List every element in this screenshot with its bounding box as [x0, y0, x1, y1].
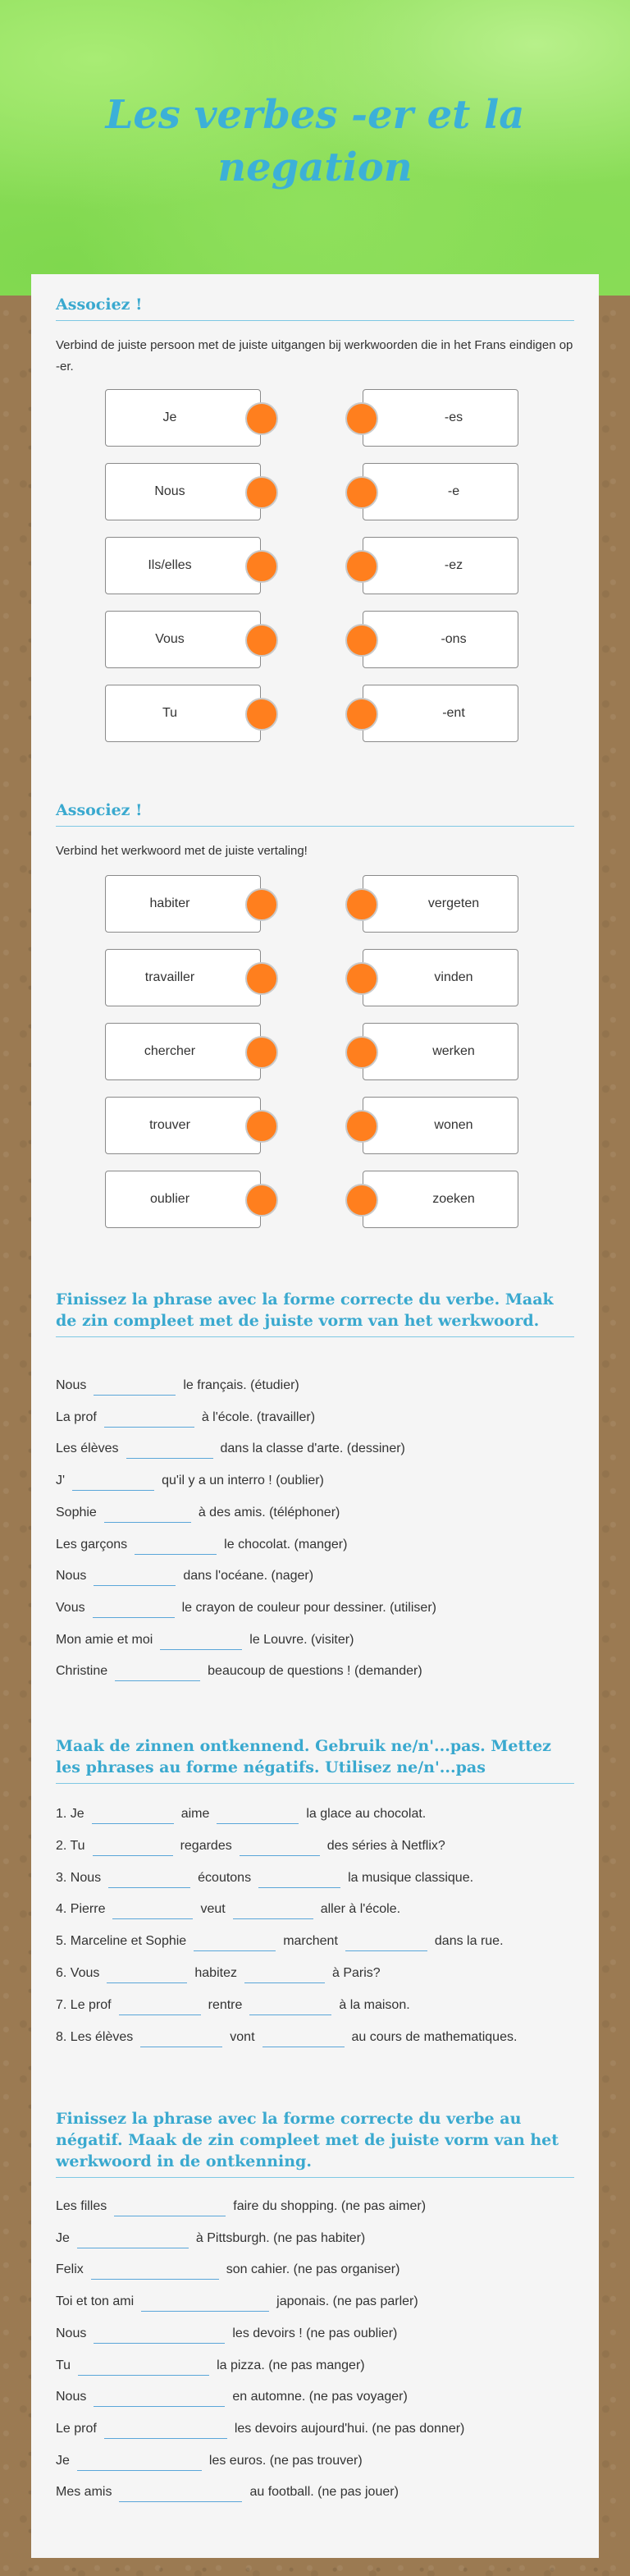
match2-left-item[interactable] — [105, 949, 261, 1006]
fill1-line — [56, 1376, 581, 1396]
fill2-line — [56, 2387, 581, 2407]
match2-left-item[interactable] — [105, 1171, 261, 1228]
connector-dot-icon[interactable] — [245, 476, 278, 509]
blank-input[interactable] — [119, 1999, 201, 2015]
blank-input[interactable] — [114, 2200, 226, 2216]
sentence-text: 2. Tu — [56, 1838, 85, 1853]
sentence-text: qu'il y a un interro ! (oublier) — [162, 1474, 324, 1488]
connector-dot-icon[interactable] — [245, 1184, 278, 1217]
sentence-text: Je — [56, 2453, 70, 2468]
sentence-text: son cahier. (ne pas organiser) — [226, 2262, 400, 2277]
match1-right-item[interactable] — [363, 685, 518, 742]
match2-left-label: habiter — [149, 896, 190, 910]
match1-right-item[interactable] — [363, 611, 518, 668]
match2-right-item[interactable] — [363, 1097, 518, 1154]
connector-dot-icon[interactable] — [345, 476, 378, 509]
blank-input[interactable] — [94, 1570, 176, 1586]
sentence-text: Toi et ton ami — [56, 2294, 135, 2309]
connector-dot-icon[interactable] — [245, 888, 278, 921]
match1-left-label: Vous — [155, 632, 185, 646]
match1-right-item[interactable] — [363, 389, 518, 447]
neg-line — [56, 1932, 581, 1951]
connector-dot-icon[interactable] — [245, 550, 278, 583]
connector-dot-icon[interactable] — [245, 698, 278, 731]
section-heading: Associez ! — [56, 800, 574, 827]
sentence-text: Les filles — [56, 2199, 107, 2213]
sentence-text: faire du shopping. (ne pas aimer) — [233, 2199, 427, 2213]
connector-dot-icon[interactable] — [345, 1184, 378, 1217]
match2-left-label: oublier — [149, 1192, 190, 1206]
sentence-text: 8. Les élèves — [56, 2029, 134, 2044]
sentence-text: Mes amis — [56, 2485, 112, 2500]
match1-left-label: Tu — [162, 706, 178, 720]
sentence-text: rentre — [208, 1997, 243, 2012]
blank-input[interactable] — [141, 2295, 269, 2312]
connector-dot-icon[interactable] — [345, 962, 378, 995]
sentence-text: 3. Nous — [56, 1870, 102, 1885]
blank-input[interactable] — [72, 1474, 154, 1491]
connector-dot-icon[interactable] — [245, 624, 278, 657]
fill2-line — [56, 2451, 581, 2471]
neg-line — [56, 2028, 581, 2047]
sentence-text: Sophie — [56, 1505, 97, 1519]
neg-line — [56, 1996, 581, 2015]
match1-left-label: Nous — [154, 484, 185, 498]
match1-right-label: -ent — [442, 706, 465, 720]
sentence-text: J' — [56, 1474, 66, 1488]
blank-input[interactable] — [78, 2359, 209, 2376]
sentence-text: dans la classe d'arte. (dessiner) — [220, 1442, 405, 1456]
section-heading: Finissez la phrase avec la forme correcte du verbe au négatif. Maak de zin compleet met de juiste vorm van het werkwoord in de ontkenning. — [56, 2108, 574, 2178]
connector-dot-icon[interactable] — [345, 1110, 378, 1143]
match1-left-item[interactable] — [105, 611, 261, 668]
blank-input[interactable] — [233, 1903, 313, 1919]
connector-dot-icon[interactable] — [245, 1036, 278, 1069]
match1-right-item[interactable] — [363, 537, 518, 594]
match2-right-label: vergeten — [427, 896, 480, 910]
match1-right-label: -ez — [444, 558, 463, 572]
blank-input[interactable] — [249, 1999, 331, 2015]
match2-left-item[interactable] — [105, 875, 261, 933]
sentence-text: vont — [230, 2029, 255, 2044]
match1-left-item[interactable] — [105, 463, 261, 520]
connector-dot-icon[interactable] — [245, 962, 278, 995]
sentence-text: beaucoup de questions ! (demander) — [208, 1664, 422, 1679]
neg-line — [56, 1868, 581, 1888]
blank-input[interactable] — [91, 2263, 219, 2280]
sentence-text: la pizza. (ne pas manger) — [217, 2358, 365, 2372]
blank-input[interactable] — [94, 2390, 225, 2407]
section-heading: Finissez la phrase avec la forme correcte du verbe. Maak de zin compleet met de juiste vorm van het werkwoord. — [56, 1289, 574, 1337]
blank-input[interactable] — [244, 1967, 325, 1983]
match2-left-label: chercher — [144, 1044, 196, 1058]
fill1-line — [56, 1662, 581, 1681]
match1-left-item[interactable] — [105, 389, 261, 447]
page-title: Les verbes -er et la negation — [105, 92, 525, 190]
sentence-text: Nous — [56, 1378, 87, 1392]
match2-left-item[interactable] — [105, 1097, 261, 1154]
blank-input[interactable] — [92, 1808, 174, 1824]
neg-line — [56, 1900, 581, 1919]
match2-right-item[interactable] — [363, 1023, 518, 1080]
sentence-text: 6. Vous — [56, 1966, 100, 1980]
fill1-line — [56, 1408, 581, 1428]
sentence-text: 7. Le prof — [56, 1997, 112, 2012]
sentence-text: à Pittsburgh. (ne pas habiter) — [195, 2230, 366, 2245]
blank-input[interactable] — [112, 1903, 193, 1919]
fill2-line — [56, 2292, 581, 2312]
blank-input[interactable] — [135, 1538, 217, 1555]
blank-input[interactable] — [217, 1808, 299, 1824]
blank-input[interactable] — [119, 2486, 242, 2502]
match1-left-label: Je — [162, 410, 177, 424]
sentence-text: à Paris? — [331, 1966, 381, 1980]
sentence-text: regardes — [180, 1838, 232, 1853]
blank-input[interactable] — [345, 1935, 427, 1951]
match2-right-label: vinden — [434, 970, 473, 984]
sentence-text: le crayon de couleur pour dessiner. (utiliser) — [181, 1600, 436, 1615]
match2-right-label: wonen — [434, 1118, 473, 1132]
sentence-text: 5. Marceline et Sophie — [56, 1934, 187, 1949]
fill1-line — [56, 1503, 581, 1523]
sentence-text: habitez — [194, 1966, 237, 1980]
match2-left-item[interactable] — [105, 1023, 261, 1080]
fill1-line — [56, 1566, 581, 1586]
blank-input[interactable] — [77, 2455, 202, 2471]
sentence-text: Les élèves — [56, 1442, 119, 1456]
blank-input[interactable] — [126, 1442, 213, 1459]
section-heading: Associez ! — [56, 294, 574, 321]
sentence-text: Tu — [56, 2358, 71, 2372]
sentence-text: Je — [56, 2230, 70, 2245]
match1-left-item[interactable] — [105, 537, 261, 594]
match1-right-label: -e — [447, 484, 460, 498]
sentence-text: Christine — [56, 1664, 108, 1679]
sentence-text: le chocolat. (manger) — [224, 1537, 348, 1552]
blank-input[interactable] — [140, 2031, 222, 2047]
connector-dot-icon[interactable] — [345, 698, 378, 731]
blank-input[interactable] — [258, 1872, 340, 1888]
connector-dot-icon[interactable] — [245, 1110, 278, 1143]
sentence-text: marchent — [283, 1934, 338, 1949]
blank-input[interactable] — [93, 1602, 175, 1618]
blank-input[interactable] — [77, 2232, 189, 2248]
blank-input[interactable] — [108, 1872, 190, 1888]
neg-line — [56, 1804, 581, 1824]
fill1-line — [56, 1471, 581, 1491]
sentence-text: à l'école. (travailler) — [201, 1409, 316, 1424]
fill1-line — [56, 1598, 581, 1618]
sentence-text: Felix — [56, 2262, 84, 2277]
match2-left-label: travailler — [144, 970, 195, 984]
sentence-text: à la maison. — [339, 1997, 410, 2012]
blank-input[interactable] — [104, 2422, 227, 2439]
sentence-text: écoutons — [198, 1870, 252, 1885]
sentence-text: Vous — [56, 1600, 85, 1615]
sentence-text: en automne. (ne pas voyager) — [232, 2390, 408, 2404]
section-instruction: Verbind het werkwoord met de juiste vertaling! — [56, 844, 308, 858]
sentence-text: 1. Je — [56, 1807, 84, 1821]
sentence-text: japonais. (ne pas parler) — [276, 2294, 418, 2309]
match1-right-label: -ons — [441, 632, 467, 646]
sentence-text: Le prof — [56, 2421, 97, 2436]
match2-right-label: werken — [432, 1044, 475, 1058]
sentence-text: la glace au chocolat. — [306, 1807, 427, 1821]
connector-dot-icon[interactable] — [345, 402, 378, 435]
fill1-line — [56, 1439, 581, 1459]
worksheet — [31, 274, 599, 2558]
match1-right-item[interactable] — [363, 463, 518, 520]
connector-dot-icon[interactable] — [345, 624, 378, 657]
fill2-line — [56, 2356, 581, 2376]
match1-left-label: Ils/elles — [148, 558, 192, 572]
sentence-text: les euros. (ne pas trouver) — [208, 2453, 363, 2468]
fill1-line — [56, 1630, 581, 1650]
blank-input[interactable] — [194, 1935, 276, 1951]
fill2-line — [56, 2324, 581, 2344]
sentence-text: Mon amie et moi — [56, 1632, 153, 1647]
sentence-text: Nous — [56, 2326, 87, 2340]
blank-input[interactable] — [262, 2031, 345, 2047]
sentence-text: aime — [180, 1807, 210, 1821]
sentence-text: les devoirs ! (ne pas oublier) — [232, 2326, 398, 2340]
blank-input[interactable] — [94, 2327, 225, 2344]
sentence-text: des séries à Netflix? — [326, 1838, 445, 1853]
match2-right-item[interactable] — [363, 1171, 518, 1228]
blank-input[interactable] — [240, 1840, 320, 1856]
sentence-text: au cours de mathematiques. — [351, 2029, 518, 2044]
sentence-text: le français. (étudier) — [183, 1378, 299, 1392]
sentence-text: 4. Pierre — [56, 1902, 106, 1917]
blank-input[interactable] — [104, 1506, 191, 1523]
section-heading: Maak de zinnen ontkennend. Gebruik ne/n'...pas. Mettez les phrases au forme négatifs. Utilisez ne/n'...pas — [56, 1735, 574, 1784]
match2-right-label: zoeken — [432, 1192, 475, 1206]
blank-input[interactable] — [104, 1411, 194, 1428]
sentence-text: veut — [200, 1902, 226, 1917]
blank-input[interactable] — [93, 1840, 173, 1856]
match2-right-item[interactable] — [363, 949, 518, 1006]
sentence-text: les devoirs aujourd'hui. (ne pas donner) — [234, 2421, 465, 2436]
sentence-text: Les garçons — [56, 1537, 128, 1552]
fill2-line — [56, 2197, 581, 2216]
sentence-text: dans l'océane. (nager) — [183, 1569, 314, 1584]
connector-dot-icon[interactable] — [345, 888, 378, 921]
connector-dot-icon[interactable] — [345, 550, 378, 583]
match1-left-item[interactable] — [105, 685, 261, 742]
match2-left-label: trouver — [149, 1118, 190, 1132]
fill2-line — [56, 2260, 581, 2280]
sentence-text: aller à l'école. — [320, 1902, 401, 1917]
fill2-line — [56, 2229, 581, 2248]
sentence-text: dans la rue. — [434, 1934, 504, 1949]
blank-input[interactable] — [94, 1379, 176, 1396]
neg-line — [56, 1836, 581, 1856]
sentence-text: le Louvre. (visiter) — [249, 1632, 354, 1647]
fill2-line — [56, 2482, 581, 2502]
fill1-line — [56, 1535, 581, 1555]
match2-right-item[interactable] — [363, 875, 518, 933]
sentence-text: La prof — [56, 1409, 97, 1424]
sentence-text: Nous — [56, 1569, 87, 1584]
match1-right-label: -es — [444, 410, 463, 424]
connector-dot-icon[interactable] — [245, 402, 278, 435]
sentence-text: au football. (ne pas jouer) — [249, 2485, 399, 2500]
blank-input[interactable] — [115, 1665, 200, 1681]
connector-dot-icon[interactable] — [345, 1036, 378, 1069]
sentence-text: Nous — [56, 2390, 87, 2404]
blank-input[interactable] — [107, 1967, 187, 1983]
neg-line — [56, 1964, 581, 1983]
sentence-text: la musique classique. — [348, 1870, 474, 1885]
section-instruction: Verbind de juiste persoon met de juiste uitgangen bij werkwoorden die in het Frans eindigen op -er. — [56, 338, 573, 374]
sentence-text: à des amis. (téléphoner) — [198, 1505, 340, 1519]
blank-input[interactable] — [160, 1634, 242, 1650]
fill2-line — [56, 2419, 581, 2439]
